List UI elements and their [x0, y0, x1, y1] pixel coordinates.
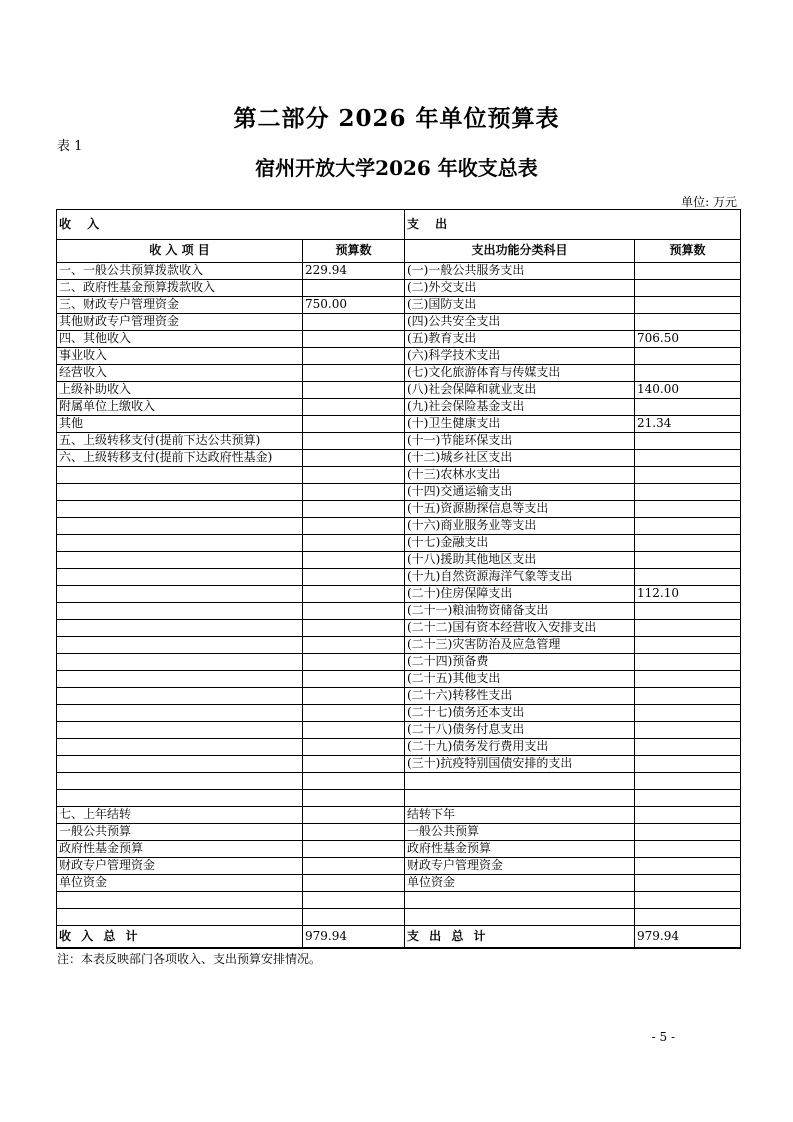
expense-item-cell: (二十四)预备费 — [405, 654, 635, 671]
table-row — [57, 620, 741, 637]
income-amount-cell — [303, 688, 405, 705]
income-total-amount: 979.94 — [303, 926, 405, 948]
income-item-cell — [57, 535, 303, 552]
income-item-cell: 经营收入 — [57, 365, 303, 382]
income-item-header: 收 入 项 目 — [57, 240, 303, 263]
income-item-cell — [57, 892, 303, 909]
table-row — [57, 382, 741, 399]
income-item-cell — [57, 603, 303, 620]
expense-amount-cell — [635, 654, 741, 671]
table-row — [57, 824, 741, 841]
table-row — [57, 875, 741, 892]
income-item-cell — [57, 790, 303, 807]
expense-item-cell: (八)社会保障和就业支出 — [405, 382, 635, 399]
expense-amount-cell — [635, 365, 741, 382]
income-amount-cell — [303, 654, 405, 671]
expense-item-cell: (十二)城乡社区支出 — [405, 450, 635, 467]
income-item-cell — [57, 569, 303, 586]
expense-item-cell: (九)社会保险基金支出 — [405, 399, 635, 416]
table-row — [57, 790, 741, 807]
income-amount-cell — [303, 365, 405, 382]
expense-item-cell: (二十七)债务还本支出 — [405, 705, 635, 722]
income-item-cell — [57, 739, 303, 756]
expense-item-cell: (二十二)国有资本经营收入安排支出 — [405, 620, 635, 637]
expense-amount-cell — [635, 909, 741, 926]
expense-amount-cell — [635, 263, 741, 280]
expense-item-cell: (二十)住房保障支出 — [405, 586, 635, 603]
expense-total-amount: 979.94 — [635, 926, 741, 948]
expense-amount-cell — [635, 875, 741, 892]
income-amount-cell — [303, 620, 405, 637]
table-row — [57, 450, 741, 467]
income-item-cell: 二、政府性基金预算拨款收入 — [57, 280, 303, 297]
income-item-cell: 单位资金 — [57, 875, 303, 892]
income-amount-cell — [303, 858, 405, 875]
footnote: 注：本表反映部门各项收入、支出预算安排情况。 — [57, 952, 322, 966]
income-item-cell — [57, 518, 303, 535]
expense-amount-cell — [635, 433, 741, 450]
expense-item-cell: (十一)节能环保支出 — [405, 433, 635, 450]
income-item-cell: 七、上年结转 — [57, 807, 303, 824]
expense-amount-cell — [635, 739, 741, 756]
expense-item-cell: (二十五)其他支出 — [405, 671, 635, 688]
expense-amount-cell — [635, 399, 741, 416]
table-row — [57, 569, 741, 586]
expense-item-cell — [405, 790, 635, 807]
table-row — [57, 535, 741, 552]
expense-amount-cell — [635, 348, 741, 365]
expense-item-cell: (二十九)债务发行费用支出 — [405, 739, 635, 756]
table-row — [57, 722, 741, 739]
income-amount-cell — [303, 756, 405, 773]
income-amount-cell — [303, 518, 405, 535]
income-item-cell: 一、一般公共预算拨款收入 — [57, 263, 303, 280]
table-row — [57, 263, 741, 280]
expense-amount-cell — [635, 824, 741, 841]
total-row — [57, 926, 741, 948]
expense-item-cell: (十)卫生健康支出 — [405, 416, 635, 433]
expense-amount-cell — [635, 637, 741, 654]
expense-amount-cell — [635, 535, 741, 552]
expense-item-cell: 财政专户管理资金 — [405, 858, 635, 875]
expense-item-cell: (二十六)转移性支出 — [405, 688, 635, 705]
income-amount-cell — [303, 586, 405, 603]
page-number: - 5 - — [651, 1030, 675, 1044]
expense-amount-cell: 112.10 — [635, 586, 741, 603]
income-item-cell — [57, 654, 303, 671]
table-row — [57, 365, 741, 382]
income-item-cell — [57, 671, 303, 688]
income-amount-cell — [303, 484, 405, 501]
income-amount-cell — [303, 892, 405, 909]
income-item-cell: 三、财政专户管理资金 — [57, 297, 303, 314]
expense-amount-cell — [635, 518, 741, 535]
expense-amount-cell — [635, 858, 741, 875]
income-item-cell — [57, 722, 303, 739]
income-item-cell: 政府性基金预算 — [57, 841, 303, 858]
expense-item-cell: (十七)金融支出 — [405, 535, 635, 552]
expense-amount-cell — [635, 484, 741, 501]
income-item-cell: 五、上级转移支付(提前下达公共预算) — [57, 433, 303, 450]
income-amount-cell — [303, 790, 405, 807]
income-item-cell — [57, 620, 303, 637]
table-row — [57, 399, 741, 416]
expense-amount-cell — [635, 552, 741, 569]
income-amount-cell — [303, 280, 405, 297]
income-item-cell: 财政专户管理资金 — [57, 858, 303, 875]
expense-amount-cell — [635, 314, 741, 331]
income-item-cell — [57, 688, 303, 705]
income-amount-cell — [303, 841, 405, 858]
income-amount-cell — [303, 416, 405, 433]
expense-amount-cell — [635, 807, 741, 824]
income-item-cell — [57, 756, 303, 773]
expense-amount-cell — [635, 467, 741, 484]
expense-item-cell: 一般公共预算 — [405, 824, 635, 841]
table-row — [57, 348, 741, 365]
income-section-label: 收 入 — [57, 210, 405, 240]
expense-amount-cell — [635, 841, 741, 858]
expense-item-cell: (二十一)粮油物资储备支出 — [405, 603, 635, 620]
expense-item-cell: (三十)抗疫特别国债安排的支出 — [405, 756, 635, 773]
income-item-cell: 附属单位上缴收入 — [57, 399, 303, 416]
budget-table — [56, 209, 741, 949]
table-row — [57, 433, 741, 450]
table-row — [57, 603, 741, 620]
expense-item-cell — [405, 773, 635, 790]
table-row — [57, 705, 741, 722]
expense-amount-cell — [635, 297, 741, 314]
table-row — [57, 807, 741, 824]
expense-amount-cell — [635, 722, 741, 739]
expense-amount-cell — [635, 705, 741, 722]
income-item-cell — [57, 705, 303, 722]
expense-amount-cell — [635, 892, 741, 909]
expense-amount-cell: 706.50 — [635, 331, 741, 348]
table-row — [57, 552, 741, 569]
unit-label: 单位: 万元 — [681, 195, 737, 209]
income-amount-header: 预算数 — [303, 240, 405, 263]
expense-item-cell: (六)科学技术支出 — [405, 348, 635, 365]
income-item-cell — [57, 909, 303, 926]
income-amount-cell — [303, 569, 405, 586]
table-row — [57, 756, 741, 773]
income-amount-cell — [303, 909, 405, 926]
column-header-row — [57, 240, 741, 263]
expense-item-cell: (十五)资源勘探信息等支出 — [405, 501, 635, 518]
expense-total-label: 支 出 总 计 — [405, 926, 635, 948]
expense-item-cell: 结转下年 — [405, 807, 635, 824]
expense-amount-cell: 21.34 — [635, 416, 741, 433]
expense-item-cell: (二)外交支出 — [405, 280, 635, 297]
income-amount-cell — [303, 773, 405, 790]
income-amount-cell — [303, 314, 405, 331]
income-item-cell — [57, 467, 303, 484]
income-amount-cell — [303, 875, 405, 892]
expense-item-cell: (四)公共安全支出 — [405, 314, 635, 331]
income-amount-cell — [303, 348, 405, 365]
income-item-cell: 上级补助收入 — [57, 382, 303, 399]
table-row — [57, 858, 741, 875]
income-item-cell — [57, 586, 303, 603]
expense-amount-cell — [635, 501, 741, 518]
expense-item-cell: (十九)自然资源海洋气象等支出 — [405, 569, 635, 586]
income-item-cell — [57, 552, 303, 569]
table-row — [57, 586, 741, 603]
table-row — [57, 331, 741, 348]
table-row — [57, 841, 741, 858]
income-item-cell — [57, 501, 303, 518]
income-amount-cell — [303, 450, 405, 467]
income-item-cell: 其他 — [57, 416, 303, 433]
income-amount-cell — [303, 739, 405, 756]
income-amount-cell — [303, 501, 405, 518]
expense-item-cell: 政府性基金预算 — [405, 841, 635, 858]
expense-item-cell: (十三)农林水支出 — [405, 467, 635, 484]
expense-item-cell — [405, 909, 635, 926]
income-item-cell — [57, 637, 303, 654]
income-item-cell: 其他财政专户管理资金 — [57, 314, 303, 331]
expense-item-cell — [405, 892, 635, 909]
income-amount-cell: 750.00 — [303, 297, 405, 314]
expense-item-cell: (十四)交通运输支出 — [405, 484, 635, 501]
income-amount-cell — [303, 824, 405, 841]
table-row — [57, 654, 741, 671]
table-label: 表 1 — [57, 139, 83, 154]
table-row — [57, 467, 741, 484]
table-row — [57, 297, 741, 314]
income-item-cell: 一般公共预算 — [57, 824, 303, 841]
table-row — [57, 637, 741, 654]
income-amount-cell: 229.94 — [303, 263, 405, 280]
income-item-cell: 六、上级转移支付(提前下达政府性基金) — [57, 450, 303, 467]
expense-item-cell: (十八)援助其他地区支出 — [405, 552, 635, 569]
table-row — [57, 773, 741, 790]
table-row — [57, 739, 741, 756]
income-item-cell — [57, 773, 303, 790]
income-amount-cell — [303, 637, 405, 654]
expense-item-cell: (五)教育支出 — [405, 331, 635, 348]
expense-section-label: 支 出 — [405, 210, 741, 240]
expense-amount-cell — [635, 688, 741, 705]
expense-amount-cell: 140.00 — [635, 382, 741, 399]
expense-amount-cell — [635, 790, 741, 807]
income-item-cell: 事业收入 — [57, 348, 303, 365]
income-amount-cell — [303, 399, 405, 416]
expense-amount-cell — [635, 603, 741, 620]
expense-item-cell: (二十八)债务付息支出 — [405, 722, 635, 739]
expense-item-cell: (二十三)灾害防治及应急管理 — [405, 637, 635, 654]
table-row — [57, 892, 741, 909]
expense-amount-cell — [635, 569, 741, 586]
income-total-label: 收 入 总 计 — [57, 926, 303, 948]
expense-item-header: 支出功能分类科目 — [405, 240, 635, 263]
income-amount-cell — [303, 467, 405, 484]
income-amount-cell — [303, 807, 405, 824]
expense-amount-cell — [635, 671, 741, 688]
expense-item-cell: (三)国防支出 — [405, 297, 635, 314]
table-row — [57, 501, 741, 518]
table-row — [57, 671, 741, 688]
expense-amount-cell — [635, 620, 741, 637]
section-header-row — [57, 210, 741, 240]
table-row — [57, 314, 741, 331]
income-amount-cell — [303, 331, 405, 348]
income-amount-cell — [303, 382, 405, 399]
income-item-cell: 四、其他收入 — [57, 331, 303, 348]
expense-amount-header: 预算数 — [635, 240, 741, 263]
income-amount-cell — [303, 552, 405, 569]
expense-item-cell: (七)文化旅游体育与传媒支出 — [405, 365, 635, 382]
table-row — [57, 688, 741, 705]
table-title: 宿州开放大学2026 年收支总表 — [255, 156, 538, 180]
expense-item-cell: 单位资金 — [405, 875, 635, 892]
expense-item-cell: (一)一般公共服务支出 — [405, 263, 635, 280]
expense-amount-cell — [635, 756, 741, 773]
table-row — [57, 484, 741, 501]
income-amount-cell — [303, 705, 405, 722]
expense-amount-cell — [635, 450, 741, 467]
table-row — [57, 416, 741, 433]
income-amount-cell — [303, 722, 405, 739]
expense-amount-cell — [635, 773, 741, 790]
income-amount-cell — [303, 535, 405, 552]
income-item-cell — [57, 484, 303, 501]
income-amount-cell — [303, 671, 405, 688]
page-title: 第二部分 2026 年单位预算表 — [233, 105, 560, 132]
table-row — [57, 280, 741, 297]
expense-item-cell: (十六)商业服务业等支出 — [405, 518, 635, 535]
table-row — [57, 518, 741, 535]
income-amount-cell — [303, 433, 405, 450]
expense-amount-cell — [635, 280, 741, 297]
table-row — [57, 909, 741, 926]
income-amount-cell — [303, 603, 405, 620]
